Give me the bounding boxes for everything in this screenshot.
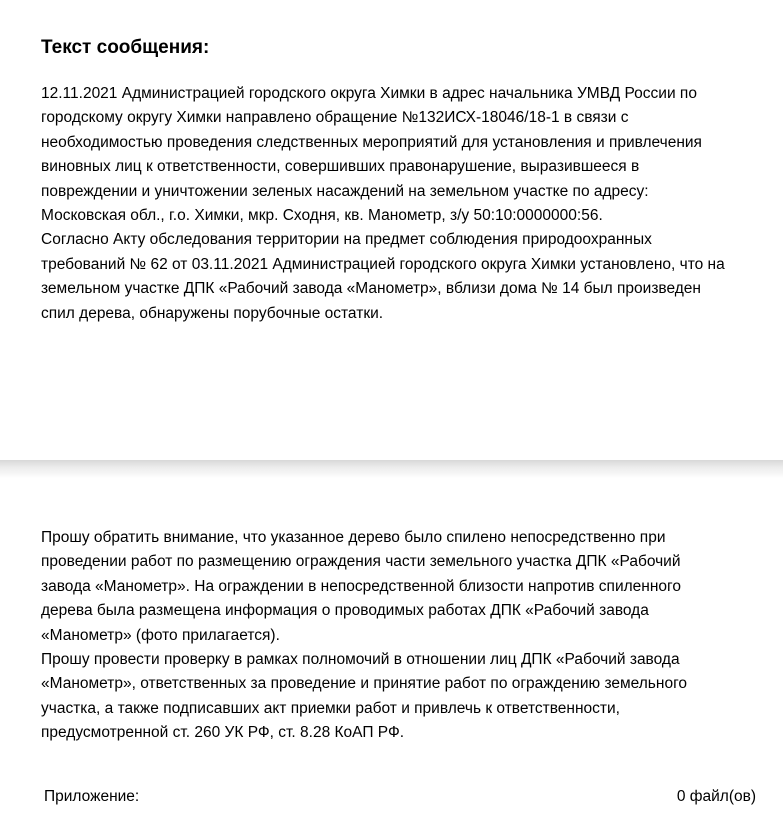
- text-line: «Манометр» (фото прилагается).: [41, 626, 280, 644]
- attachments-label: Приложение:: [44, 788, 140, 805]
- text-line: 12.11.2021 Администрацией городского округа Химки в адрес начальника УМВД России по: [41, 85, 697, 102]
- text-line: повреждении и уничтожении зеленых насаждений на земельном участке по адресу:: [41, 182, 649, 200]
- text-line: виновных лиц к ответственности, совершивших правонарушение, выразившееся в: [41, 158, 640, 176]
- text-line: спил дерева, обнаружены порубочные остатки.: [41, 304, 384, 322]
- text-line: земельном участке ДПК «Рабочий завода «Манометр», вблизи дома № 14 был произведен: [41, 280, 701, 298]
- text-line: участка, а также подписавших акт приемки работ и привлечь к ответственности,: [41, 699, 620, 717]
- attachments-count: 0 файл(ов): [676, 788, 756, 805]
- message-title: Текст сообщения:: [41, 37, 210, 58]
- text-line: необходимостью проведения следственных мероприятий для установления и привлечения: [41, 133, 702, 151]
- text-line: требований № 62 от 03.11.2021 Администрацией городского округа Химки установлено, что на: [41, 255, 725, 273]
- message-paragraph-2: [41, 526, 753, 746]
- text-line: Московская обл., г.о. Химки, мкр. Сходня, кв. Манометр, з/у 50:10:0000000:56.: [41, 207, 603, 225]
- text-line: «Манометр», ответственных за проведение и принятие работ по ограждению земельного: [41, 675, 687, 693]
- message-paragraph-1: [41, 82, 753, 326]
- attachments-row: [44, 785, 756, 809]
- text-line: Прошу провести проверку в рамках полномочий в отношении лиц ДПК «Рабочий завода: [41, 651, 680, 669]
- text-line: предусмотренной ст. 260 УК РФ, ст. 8.28 КоАП РФ.: [41, 724, 405, 742]
- page-break-separator: [0, 460, 783, 478]
- text-line: городскому округу Химки направлено обращение №132ИСХ-18046/18-1 в связи с: [41, 109, 629, 127]
- text-line: дерева была размещена информация о проводимых работах ДПК «Рабочий завода: [41, 602, 649, 620]
- text-line: Согласно Акту обследования территории на предмет соблюдения природоохранных: [41, 231, 652, 249]
- text-line: проведении работ по размещению ограждения части земельного участка ДПК «Рабочий: [41, 553, 681, 571]
- text-line: Прошу обратить внимание, что указанное дерево было спилено непосредственно при: [41, 529, 666, 546]
- text-line: завода «Манометр». На ограждении в непосредственной близости напротив спиленного: [41, 577, 681, 595]
